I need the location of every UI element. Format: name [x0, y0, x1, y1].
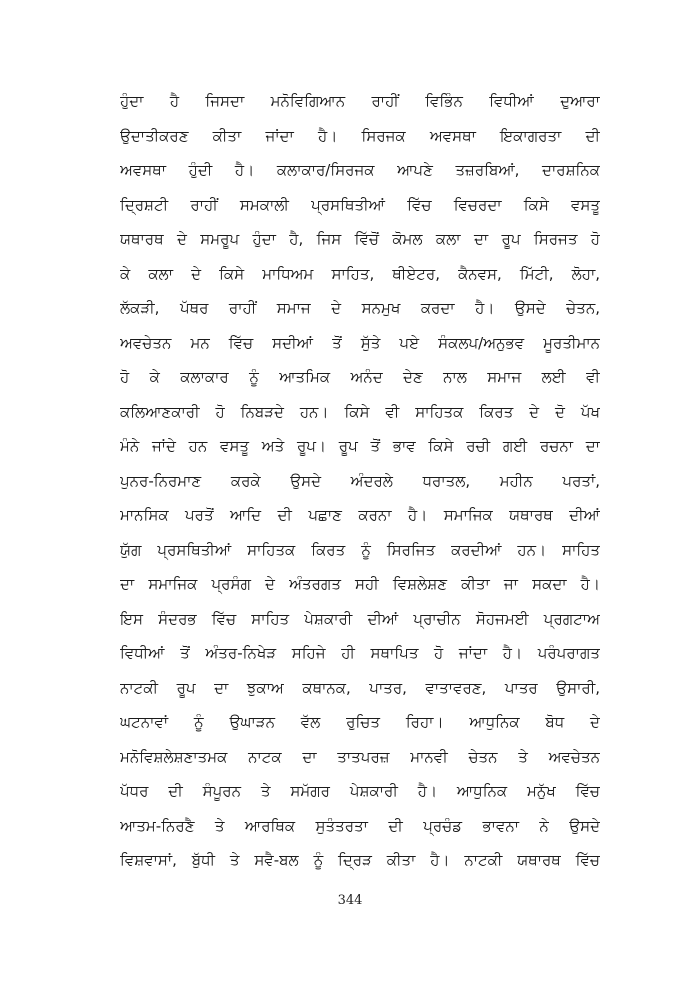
text-line: ਮੰਨੇ ਜਾਂਦੇ ਹਨ ਵਸਤੂ ਅਤੇ ਰੂਪ। ਰੂਪ ਤੋਂ ਭਾਵ ਕਿਸੇ ਰਚੀ ਗਈ ਰਚਨਾ ਦਾ	[120, 437, 600, 455]
text-line: ਯੁੱਗ ਪ੍ਰਸਥਿਤੀਆਂ ਸਾਹਿਤਕ ਕਿਰਤ ਨੂੰ ਸਿਰਜਿਤ ਕਰਦੀਆਂ ਹਨ। ਸਾਹਿਤ	[120, 540, 600, 559]
text-line: ਨਾਟਕੀ ਰੂਪ ਦਾ ਝੁਕਾਅ ਕਥਾਨਕ, ਪਾਤਰ, ਵਾਤਾਵਰਣ, ਪਾਤਰ ਉਸਾਰੀ,	[120, 678, 600, 697]
text-line: ਦਾ ਸਮਾਜਿਕ ਪ੍ਰਸੰਗ ਦੇ ਅੰਤਰਗਤ ਸਹੀ ਵਿਸ਼ਲੇਸ਼ਣ ਕੀਤਾ ਜਾ ਸਕਦਾ ਹੈ।	[120, 575, 600, 593]
text-line: ਘਟਨਾਵਾਂ ਨੂੰ ਉਘਾੜਨ ਵੱਲ ਰੁਚਿਤ ਰਿਹਾ। ਆਧੁਨਿਕ ਬੋਧ ਦੇ	[120, 713, 600, 731]
text-line: ਉਦਾਤੀਕਰਣ ਕੀਤਾ ਜਾਂਦਾ ਹੈ। ਸਿਰਜਕ ਅਵਸਥਾ ਇਕਾਗਰਤਾ ਦੀ	[120, 126, 600, 145]
text-line: ਇਸ ਸੰਦਰਭ ਵਿੱਚ ਸਾਹਿਤ ਪੇਸ਼ਕਾਰੀ ਦੀਆਂ ਪ੍ਰਾਚੀਨ ਸੋਹਜਮਈ ਪ੍ਰਗਟਾਅ	[120, 609, 600, 628]
text-line: ਹੁੰਦਾ ਹੈ ਜਿਸਦਾ ਮਨੋਵਿਗਿਆਨ ਰਾਹੀਂ ਵਿਭਿੰਨ ਵਿਧੀਆਂ ਦੁਆਰਾ	[120, 92, 600, 110]
text-line: ਦ੍ਰਿਸ਼ਟੀ ਰਾਹੀਂ ਸਮਕਾਲੀ ਪ੍ਰਸਥਿਤੀਆਂ ਵਿੱਚ ਵਿਚਰਦਾ ਕਿਸੇ ਵਸਤੂ	[120, 195, 600, 214]
text-line: ਮਾਨਸਿਕ ਪਰਤੋਂ ਆਦਿ ਦੀ ਪਛਾਣ ਕਰਨਾ ਹੈ। ਸਮਾਜਿਕ ਯਥਾਰਥ ਦੀਆਂ	[120, 506, 600, 524]
text-line: ਪੱਧਰ ਦੀ ਸੰਪੂਰਨ ਤੇ ਸਮੱਗਰ ਪੇਸ਼ਕਾਰੀ ਹੈ। ਆਧੁਨਿਕ ਮਨੁੱਖ ਵਿੱਚ	[120, 782, 600, 800]
text-line: ਪੁਨਰ-ਨਿਰਮਾਣ ਕਰਕੇ ਉਸਦੇ ਅੰਦਰਲੇ ਧਰਾਤਲ, ਮਹੀਨ ਪਰਤਾਂ,	[120, 471, 600, 490]
text-line: ਕਲਿਆਣਕਾਰੀ ਹੋ ਨਿਬੜਦੇ ਹਨ। ਕਿਸੇ ਵੀ ਸਾਹਿਤਕ ਕਿਰਤ ਦੇ ਦੋ ਪੱਖ	[120, 402, 600, 421]
page-number: 344	[337, 893, 363, 908]
text-line: ਵਿਸ਼ਵਾਸਾਂ, ਬੁੱਧੀ ਤੇ ਸਵੈ-ਬਲ ਨੂੰ ਦ੍ਰਿੜ ਕੀਤਾ ਹੈ। ਨਾਟਕੀ ਯਥਾਰਥ ਵਿੱਚ	[120, 851, 600, 869]
text-line: ਕੇ ਕਲਾ ਦੇ ਕਿਸੇ ਮਾਧਿਅਮ ਸਾਹਿਤ, ਥੀਏਟਰ, ਕੈਨਵਸ, ਮਿੱਟੀ, ਲੋਹਾ,	[120, 264, 600, 283]
text-line: ਮਨੋਵਿਸ਼ਲੇਸ਼ਣਾਤਮਕ ਨਾਟਕ ਦਾ ਤਾਤਪਰਜ਼ ਮਾਨਵੀ ਚੇਤਨ ਤੇ ਅਵਚੇਤਨ	[120, 747, 600, 766]
text-line: ਲੱਕੜੀ, ਪੱਥਰ ਰਾਹੀਂ ਸਮਾਜ ਦੇ ਸਨਮੁਖ ਕਰਦਾ ਹੈ। ਉਸਦੇ ਚੇਤਨ,	[120, 299, 600, 317]
text-line: ਆਤਮ-ਨਿਰਣੈ ਤੇ ਆਰਥਿਕ ਸੁਤੰਤਰਤਾ ਦੀ ਪ੍ਰਚੰਡ ਭਾਵਨਾ ਨੇ ਉਸਦੇ	[120, 816, 600, 835]
text-line: ਅਵਚੇਤਨ ਮਨ ਵਿੱਚ ਸਦੀਆਂ ਤੋਂ ਸੁੱਤੇ ਪਏ ਸੰਕਲਪ/ਅਨੁਭਵ ਮੂਰਤੀਮਾਨ	[120, 333, 600, 352]
text-line: ਵਿਧੀਆਂ ਤੋਂ ਅੰਤਰ-ਨਿਖੇੜ ਸਹਿਜੇ ਹੀ ਸਥਾਪਿਤ ਹੋ ਜਾਂਦਾ ਹੈ। ਪਰੰਪਰਾਗਤ	[120, 644, 600, 662]
text-line: ਅਵਸਥਾ ਹੁੰਦੀ ਹੈ। ਕਲਾਕਾਰ/ਸਿਰਜਕ ਆਪਣੇ ਤਜ਼ਰਬਿਆਂ, ਦਾਰਸ਼ਨਿਕ	[120, 161, 600, 179]
text-line: ਹੋ ਕੇ ਕਲਾਕਾਰ ਨੂੰ ਆਤਮਿਕ ਅਨੰਦ ਦੇਣ ਨਾਲ ਸਮਾਜ ਲਈ ਵੀ	[120, 368, 600, 386]
text-line: ਯਥਾਰਥ ਦੇ ਸਮਰੂਪ ਹੁੰਦਾ ਹੈ, ਜਿਸ ਵਿੱਚੋਂ ਕੋਮਲ ਕਲਾ ਦਾ ਰੂਪ ਸਿਰਜਤ ਹੋ	[120, 230, 600, 248]
body-paragraph	[120, 84, 600, 878]
